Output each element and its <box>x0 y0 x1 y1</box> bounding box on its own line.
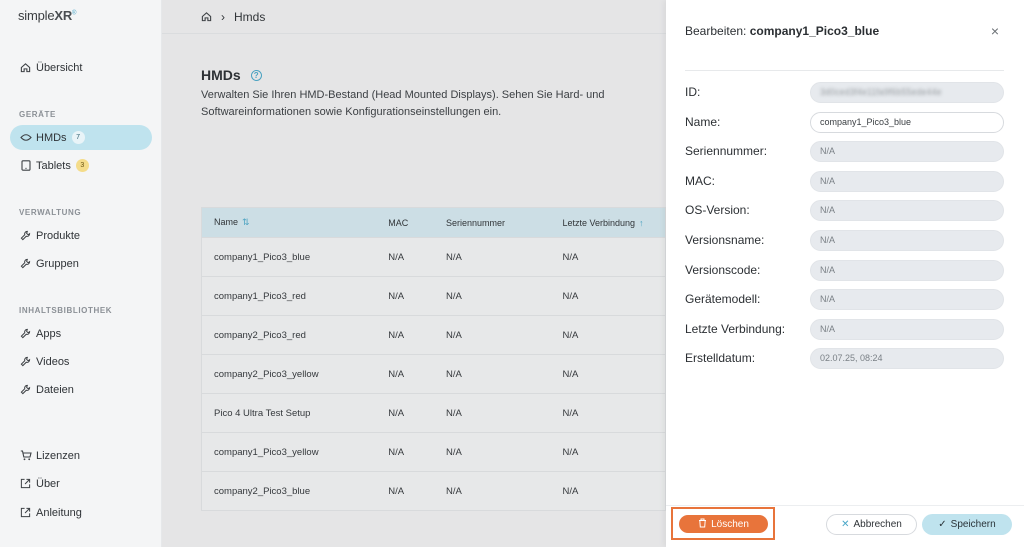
field-label: Versionscode: <box>685 263 761 277</box>
column-header-serial: Seriennummer <box>445 217 506 228</box>
form-field <box>685 199 1005 221</box>
count-badge: 3 <box>76 159 89 172</box>
delete-button-label: Löschen <box>711 518 749 530</box>
sidebar-item-guide[interactable] <box>10 500 152 525</box>
cell-name: company1_Pico3_yellow <box>214 446 319 458</box>
cell-serial: N/A <box>445 368 462 380</box>
form-field <box>685 318 1005 340</box>
cell-mac: N/A <box>388 446 405 458</box>
panel-title-prefix: Bearbeiten: <box>685 24 747 38</box>
form-field <box>685 81 1005 103</box>
form-field <box>685 229 1005 251</box>
cell-mac: N/A <box>388 329 405 341</box>
sidebar <box>0 0 162 547</box>
field-label: Name: <box>685 115 721 129</box>
sidebar-item-licenses[interactable] <box>10 443 152 468</box>
cancel-button-label: Abbrechen <box>853 519 902 530</box>
help-icon[interactable]: ? <box>251 70 262 81</box>
wrench-icon <box>19 355 32 368</box>
field-value: N/A <box>810 230 1004 251</box>
sidebar-item-hmds[interactable] <box>10 125 152 150</box>
cell-last-connection: N/A <box>562 446 579 458</box>
sort-icon[interactable]: ⇅ <box>242 217 250 227</box>
sidebar-item-label: Über <box>36 477 60 490</box>
sidebar-item-label: Gruppen <box>36 257 79 270</box>
form-field <box>685 111 1005 133</box>
sidebar-item-label: Apps <box>36 327 62 340</box>
field-value: N/A <box>810 319 1004 340</box>
wrench-icon <box>19 383 32 396</box>
cell-mac: N/A <box>388 407 405 419</box>
cell-last-connection: N/A <box>562 485 579 497</box>
count-badge: 7 <box>72 131 85 144</box>
section-title-devices: GERÄTE <box>19 110 56 119</box>
sidebar-item-overview[interactable] <box>10 55 152 80</box>
field-label: MAC: <box>685 174 715 188</box>
column-label: Name <box>214 217 239 227</box>
field-label: Letzte Verbindung: <box>685 322 786 336</box>
chevron-right-icon: › <box>221 10 225 24</box>
save-button[interactable] <box>922 514 1012 535</box>
cancel-button[interactable] <box>826 514 917 535</box>
cell-serial: N/A <box>445 329 462 341</box>
cell-name: company2_Pico3_blue <box>214 485 311 497</box>
page-title-text: HMDs <box>201 67 241 83</box>
delete-button-highlight <box>671 507 775 540</box>
close-icon[interactable]: × <box>990 23 1000 39</box>
cell-serial: N/A <box>445 290 462 302</box>
field-value: 3d0ced3f4e11fa9f6b55ede44e <box>810 82 1004 103</box>
cell-last-connection: N/A <box>562 290 579 302</box>
sidebar-item-apps[interactable] <box>10 321 152 346</box>
cell-name: company2_Pico3_yellow <box>214 368 319 380</box>
form-field <box>685 259 1005 281</box>
field-value: N/A <box>810 200 1004 221</box>
column-label: Letzte Verbindung <box>562 217 636 228</box>
sidebar-item-label: Videos <box>36 355 70 368</box>
section-title-library: INHALTSBIBLIOTHEK <box>19 306 113 315</box>
cell-last-connection: N/A <box>562 329 579 341</box>
cell-serial: N/A <box>445 485 462 497</box>
field-value: N/A <box>810 260 1004 281</box>
panel-title-name: company1_Pico3_blue <box>749 24 880 38</box>
field-value: N/A <box>810 141 1004 162</box>
close-icon: ✕ <box>841 519 850 530</box>
cell-mac: N/A <box>388 290 405 302</box>
save-button-label: Speichern <box>950 519 996 530</box>
form-field <box>685 347 1005 369</box>
field-value: 02.07.25, 08:24 <box>810 348 1004 369</box>
external-link-icon <box>19 506 32 519</box>
sidebar-item-label: Lizenzen <box>36 449 81 462</box>
sidebar-item-label: Produkte <box>36 229 81 242</box>
sidebar-item-label: Anleitung <box>36 506 82 519</box>
sidebar-item-about[interactable] <box>10 471 152 496</box>
page-description: Verwalten Sie Ihren HMD-Bestand (Head Mounted Displays). Sehen Sie Hard- und Softwareinformationen sowie Konfigurationseinstellungen ein. <box>201 89 605 118</box>
sidebar-item-files[interactable] <box>10 377 152 402</box>
wrench-icon <box>19 229 32 242</box>
field-value: N/A <box>810 171 1004 192</box>
cell-mac: N/A <box>388 368 405 380</box>
cell-mac: N/A <box>388 485 405 497</box>
cart-icon <box>19 449 32 462</box>
cell-name: Pico 4 Ultra Test Setup <box>214 407 311 419</box>
sidebar-item-groups[interactable] <box>10 251 152 276</box>
cell-serial: N/A <box>445 251 462 263</box>
cell-mac: N/A <box>388 251 405 263</box>
sort-icon[interactable]: ↑ <box>639 217 644 228</box>
edit-panel <box>666 0 1024 547</box>
cell-serial: N/A <box>445 407 462 419</box>
field-label: Versionsname: <box>685 233 765 247</box>
sidebar-item-videos[interactable] <box>10 349 152 374</box>
trash-icon <box>698 518 707 531</box>
field-value: N/A <box>810 289 1004 310</box>
cell-last-connection: N/A <box>562 251 579 263</box>
column-header-mac: MAC <box>388 217 409 228</box>
field-label: Erstelldatum: <box>685 351 756 365</box>
section-title-management: VERWALTUNG <box>19 208 82 217</box>
wrench-icon <box>19 327 32 340</box>
checkmark-icon: ✓ <box>938 519 947 530</box>
breadcrumb-current: Hmds <box>234 10 266 24</box>
sidebar-item-tablets[interactable] <box>10 153 152 178</box>
field-label: Seriennummer: <box>685 144 768 158</box>
cell-name: company2_Pico3_red <box>214 329 306 341</box>
divider <box>666 505 1024 506</box>
sidebar-item-label: HMDs <box>36 131 67 144</box>
cell-name: company1_Pico3_red <box>214 290 306 302</box>
cell-serial: N/A <box>445 446 462 458</box>
field-label: Gerätemodell: <box>685 292 761 306</box>
form-field <box>685 170 1005 192</box>
tablet-icon <box>19 159 32 172</box>
sidebar-item-label: Tablets <box>36 159 71 172</box>
field-label: ID: <box>685 85 701 99</box>
form-field <box>685 288 1005 310</box>
cell-last-connection: N/A <box>562 407 579 419</box>
sidebar-item-label: Dateien <box>36 383 74 396</box>
panel-title <box>685 24 879 38</box>
name-input[interactable]: company1_Pico3_blue <box>810 112 1004 133</box>
cell-name: company1_Pico3_blue <box>214 251 311 263</box>
app-logo[interactable]: simpleXR® <box>18 8 77 23</box>
form-field <box>685 140 1005 162</box>
wrench-icon <box>19 257 32 270</box>
cell-last-connection: N/A <box>562 368 579 380</box>
field-label: OS-Version: <box>685 203 750 217</box>
external-link-icon <box>19 477 32 490</box>
delete-button[interactable] <box>679 515 768 533</box>
sidebar-item-products[interactable] <box>10 223 152 248</box>
sidebar-item-label: Übersicht <box>36 61 83 74</box>
divider <box>685 70 1004 71</box>
vr-headset-icon <box>19 131 32 144</box>
home-icon <box>19 61 32 74</box>
